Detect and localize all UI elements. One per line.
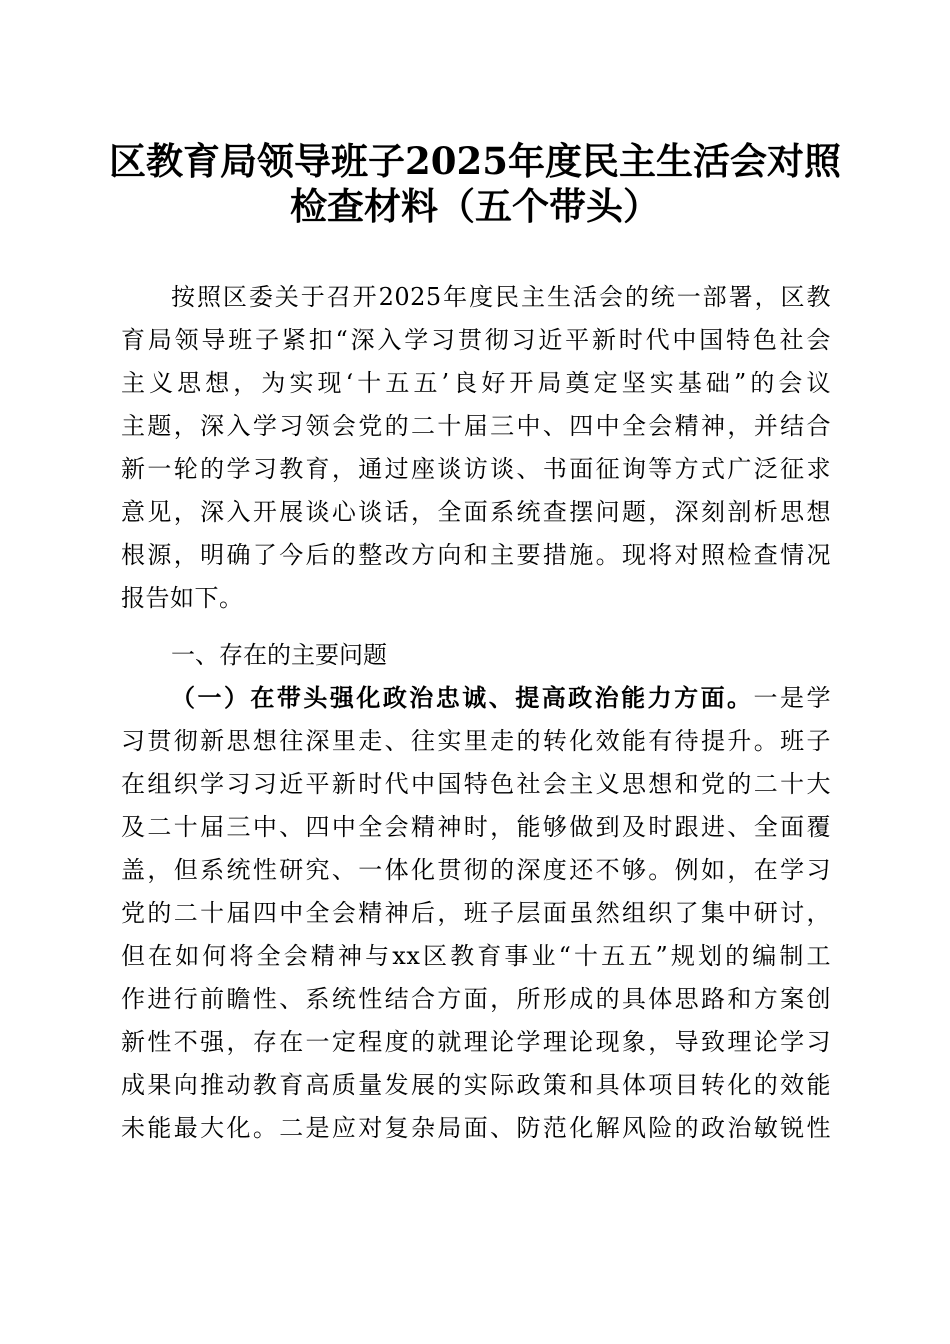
subsection-heading-tail: 一是学: [753, 684, 832, 712]
paragraph-line: 习贯彻新思想往深里走、往实里走的转化效能有待提升。班子: [121, 727, 831, 755]
paragraph-line: 根源，明确了今后的整改方向和主要措施。现将对照检查情况: [121, 541, 831, 569]
paragraph-line: 新性不强，存在一定程度的就理论学理论现象，导致理论学习: [121, 1028, 831, 1056]
subsection-heading: （一）在带头强化政治忠诚、提高政治能力方面。: [171, 684, 754, 712]
paragraph-line: 新一轮的学习教育，通过座谈访谈、书面征询等方式广泛征求: [121, 455, 831, 483]
paragraph-line: 盖，但系统性研究、一体化贯彻的深度还不够。例如，在学习: [121, 856, 831, 884]
document-title-line-1: 区教育局领导班子2025年度民主生活会对照: [109, 139, 841, 183]
paragraph-line-with-subheading: [171, 681, 831, 715]
paragraph-line: 在组织学习习近平新时代中国特色社会主义思想和党的二十大: [121, 770, 831, 798]
section-heading: 一、存在的主要问题: [171, 641, 387, 669]
paragraph-line: 作进行前瞻性、系统性结合方面，所形成的具体思路和方案创: [121, 985, 831, 1013]
document-title-line-2: 检查材料（五个带头）: [290, 184, 660, 228]
paragraph-line: 成果向推动教育高质量发展的实际政策和具体项目转化的效能: [121, 1071, 831, 1099]
paragraph-line: 主题，深入学习领会党的二十届三中、四中全会精神，并结合: [121, 412, 831, 440]
paragraph-line: 报告如下。: [121, 584, 244, 612]
paragraph-line: 党的二十届四中全会精神后，班子层面虽然组织了集中研讨，: [121, 899, 831, 927]
paragraph-line: 育局领导班子紧扣“深入学习贯彻习近平新时代中国特色社会: [121, 326, 831, 354]
paragraph-line: 意见，深入开展谈心谈话，全面系统查摆问题，深刻剖析思想: [121, 498, 831, 526]
paragraph-line: 及二十届三中、四中全会精神时，能够做到及时跟进、全面覆: [121, 813, 831, 841]
paragraph-line: 但在如何将全会精神与xx区教育事业“十五五”规划的编制工: [121, 942, 831, 970]
paragraph-line: 主义思想，为实现‘十五五’良好开局奠定坚实基础”的会议: [121, 369, 831, 397]
paragraph-line: 未能最大化。二是应对复杂局面、防范化解风险的政治敏锐性: [121, 1114, 831, 1142]
paragraph-line: 按照区委关于召开2025年度民主生活会的统一部署，区教: [171, 283, 831, 311]
